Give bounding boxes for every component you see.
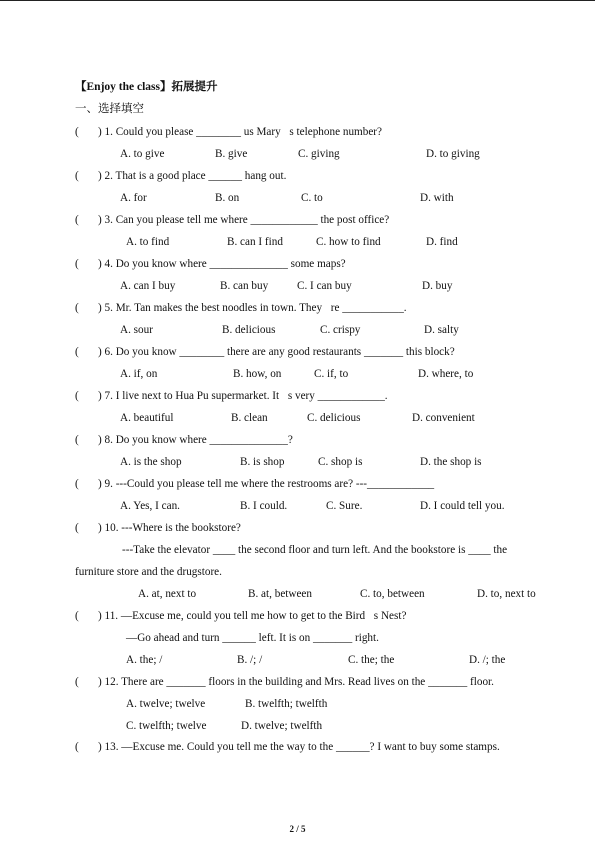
option-c: C. I can buy xyxy=(297,280,352,292)
option-a: A. at, next to xyxy=(138,588,197,600)
option-a: A. Yes, I can. xyxy=(120,500,180,512)
question-9: ) 9. ---Could you please tell me where the restrooms are? ---____________ xyxy=(98,478,435,490)
option-d: D. to giving xyxy=(426,148,480,160)
answer-bracket[interactable]: ( xyxy=(75,346,79,358)
option-b: B. at, between xyxy=(248,588,312,600)
question-12: ) 12. There are _______ floors in the building and Mrs. Read lives on the _______ floor. xyxy=(98,676,494,688)
option-a: A. for xyxy=(120,192,147,204)
option-a: A. twelve; twelve xyxy=(126,698,206,710)
answer-bracket[interactable]: ( xyxy=(75,741,79,753)
option-d: D. to, next to xyxy=(477,588,536,600)
option-b: B. on xyxy=(215,192,240,204)
option-b: B. can buy xyxy=(220,280,269,292)
option-b: B. give xyxy=(215,148,248,160)
option-d: D. /; the xyxy=(469,654,506,666)
option-d: D. the shop is xyxy=(420,456,482,468)
option-c: C. to, between xyxy=(360,588,425,600)
option-a: A. to find xyxy=(126,236,170,248)
answer-bracket[interactable]: ( xyxy=(75,522,79,534)
option-c: C. Sure. xyxy=(326,500,363,512)
option-c: C. to xyxy=(301,192,323,204)
question-5: ) 5. Mr. Tan makes the best noodles in town. They re ___________. xyxy=(98,302,407,314)
question-4: ) 4. Do you know where ______________ some maps? xyxy=(98,258,346,270)
section-heading xyxy=(75,80,217,94)
question-7: ) 7. I live next to Hua Pu supermarket. It s very ____________. xyxy=(98,390,388,402)
option-c: C. the; the xyxy=(348,654,395,666)
question-10-line-3: furniture store and the drugstore. xyxy=(75,566,222,578)
question-6: ) 6. Do you know ________ there are any good restaurants _______ this block? xyxy=(98,346,455,358)
option-a: A. can I buy xyxy=(120,280,176,292)
option-c: C. giving xyxy=(298,148,340,160)
question-11: ) 11. —Excuse me, could you tell me how to get to the Bird s Nest? xyxy=(98,610,407,622)
option-b: B. delicious xyxy=(222,324,276,336)
option-a: A. sour xyxy=(120,324,153,336)
question-3: ) 3. Can you please tell me where ____________ the post office? xyxy=(98,214,390,226)
answer-bracket[interactable]: ( xyxy=(75,302,79,314)
option-b: B. clean xyxy=(231,412,268,424)
question-10: ) 10. ---Where is the bookstore? xyxy=(98,522,241,534)
option-c: C. delicious xyxy=(307,412,361,424)
answer-bracket[interactable]: ( xyxy=(75,676,79,688)
answer-bracket[interactable]: ( xyxy=(75,126,79,138)
answer-bracket[interactable]: ( xyxy=(75,478,79,490)
question-8: ) 8. Do you know where ______________? xyxy=(98,434,293,446)
option-b: B. /; / xyxy=(237,654,263,666)
option-b: B. can I find xyxy=(227,236,283,248)
option-d: D. where, to xyxy=(418,368,474,380)
answer-bracket[interactable]: ( xyxy=(75,390,79,402)
option-c: C. how to find xyxy=(316,236,381,248)
option-d: D. find xyxy=(426,236,458,248)
answer-bracket[interactable]: ( xyxy=(75,434,79,446)
answer-bracket[interactable]: ( xyxy=(75,214,79,226)
option-c: C. if, to xyxy=(314,368,349,380)
option-b: B. I could. xyxy=(240,500,288,512)
question-11-line-2: —Go ahead and turn ______ left. It is on _______ right. xyxy=(126,632,379,644)
option-d: D. salty xyxy=(424,324,459,336)
option-d: D. I could tell you. xyxy=(420,500,505,512)
heading-title: 【Enjoy the class】 xyxy=(75,81,172,93)
option-c: C. crispy xyxy=(320,324,361,336)
page-top-rule xyxy=(0,0,595,1)
option-a: A. to give xyxy=(120,148,165,160)
option-a: A. the; / xyxy=(126,654,163,666)
question-10-line-2: ---Take the elevator ____ the second floor and turn left. And the bookstore is ____ the xyxy=(122,544,508,556)
answer-bracket[interactable]: ( xyxy=(75,258,79,270)
option-b: B. how, on xyxy=(233,368,282,380)
section-title: 一、选择填空 xyxy=(75,103,144,115)
option-d: D. buy xyxy=(422,280,453,292)
option-d: D. convenient xyxy=(412,412,475,424)
option-d: D. twelve; twelfth xyxy=(241,720,323,732)
question-2: ) 2. That is a good place ______ hang out. xyxy=(98,170,287,182)
question-1: ) 1. Could you please ________ us Mary s telephone number? xyxy=(98,126,382,138)
page-number: 2 / 5 xyxy=(289,824,306,834)
heading-chinese: 拓展提升 xyxy=(171,81,218,93)
option-d: D. with xyxy=(420,192,454,204)
option-b: B. is shop xyxy=(240,456,285,468)
option-a: A. beautiful xyxy=(120,412,174,424)
option-a: A. if, on xyxy=(120,368,158,380)
option-a: A. is the shop xyxy=(120,456,182,468)
option-c: C. shop is xyxy=(318,456,363,468)
question-13: ) 13. —Excuse me. Could you tell me the way to the ______? I want to buy some stamps. xyxy=(98,741,500,753)
answer-bracket[interactable]: ( xyxy=(75,170,79,182)
answer-bracket[interactable]: ( xyxy=(75,610,79,622)
option-b: B. twelfth; twelfth xyxy=(245,698,328,710)
option-c: C. twelfth; twelve xyxy=(126,720,207,732)
